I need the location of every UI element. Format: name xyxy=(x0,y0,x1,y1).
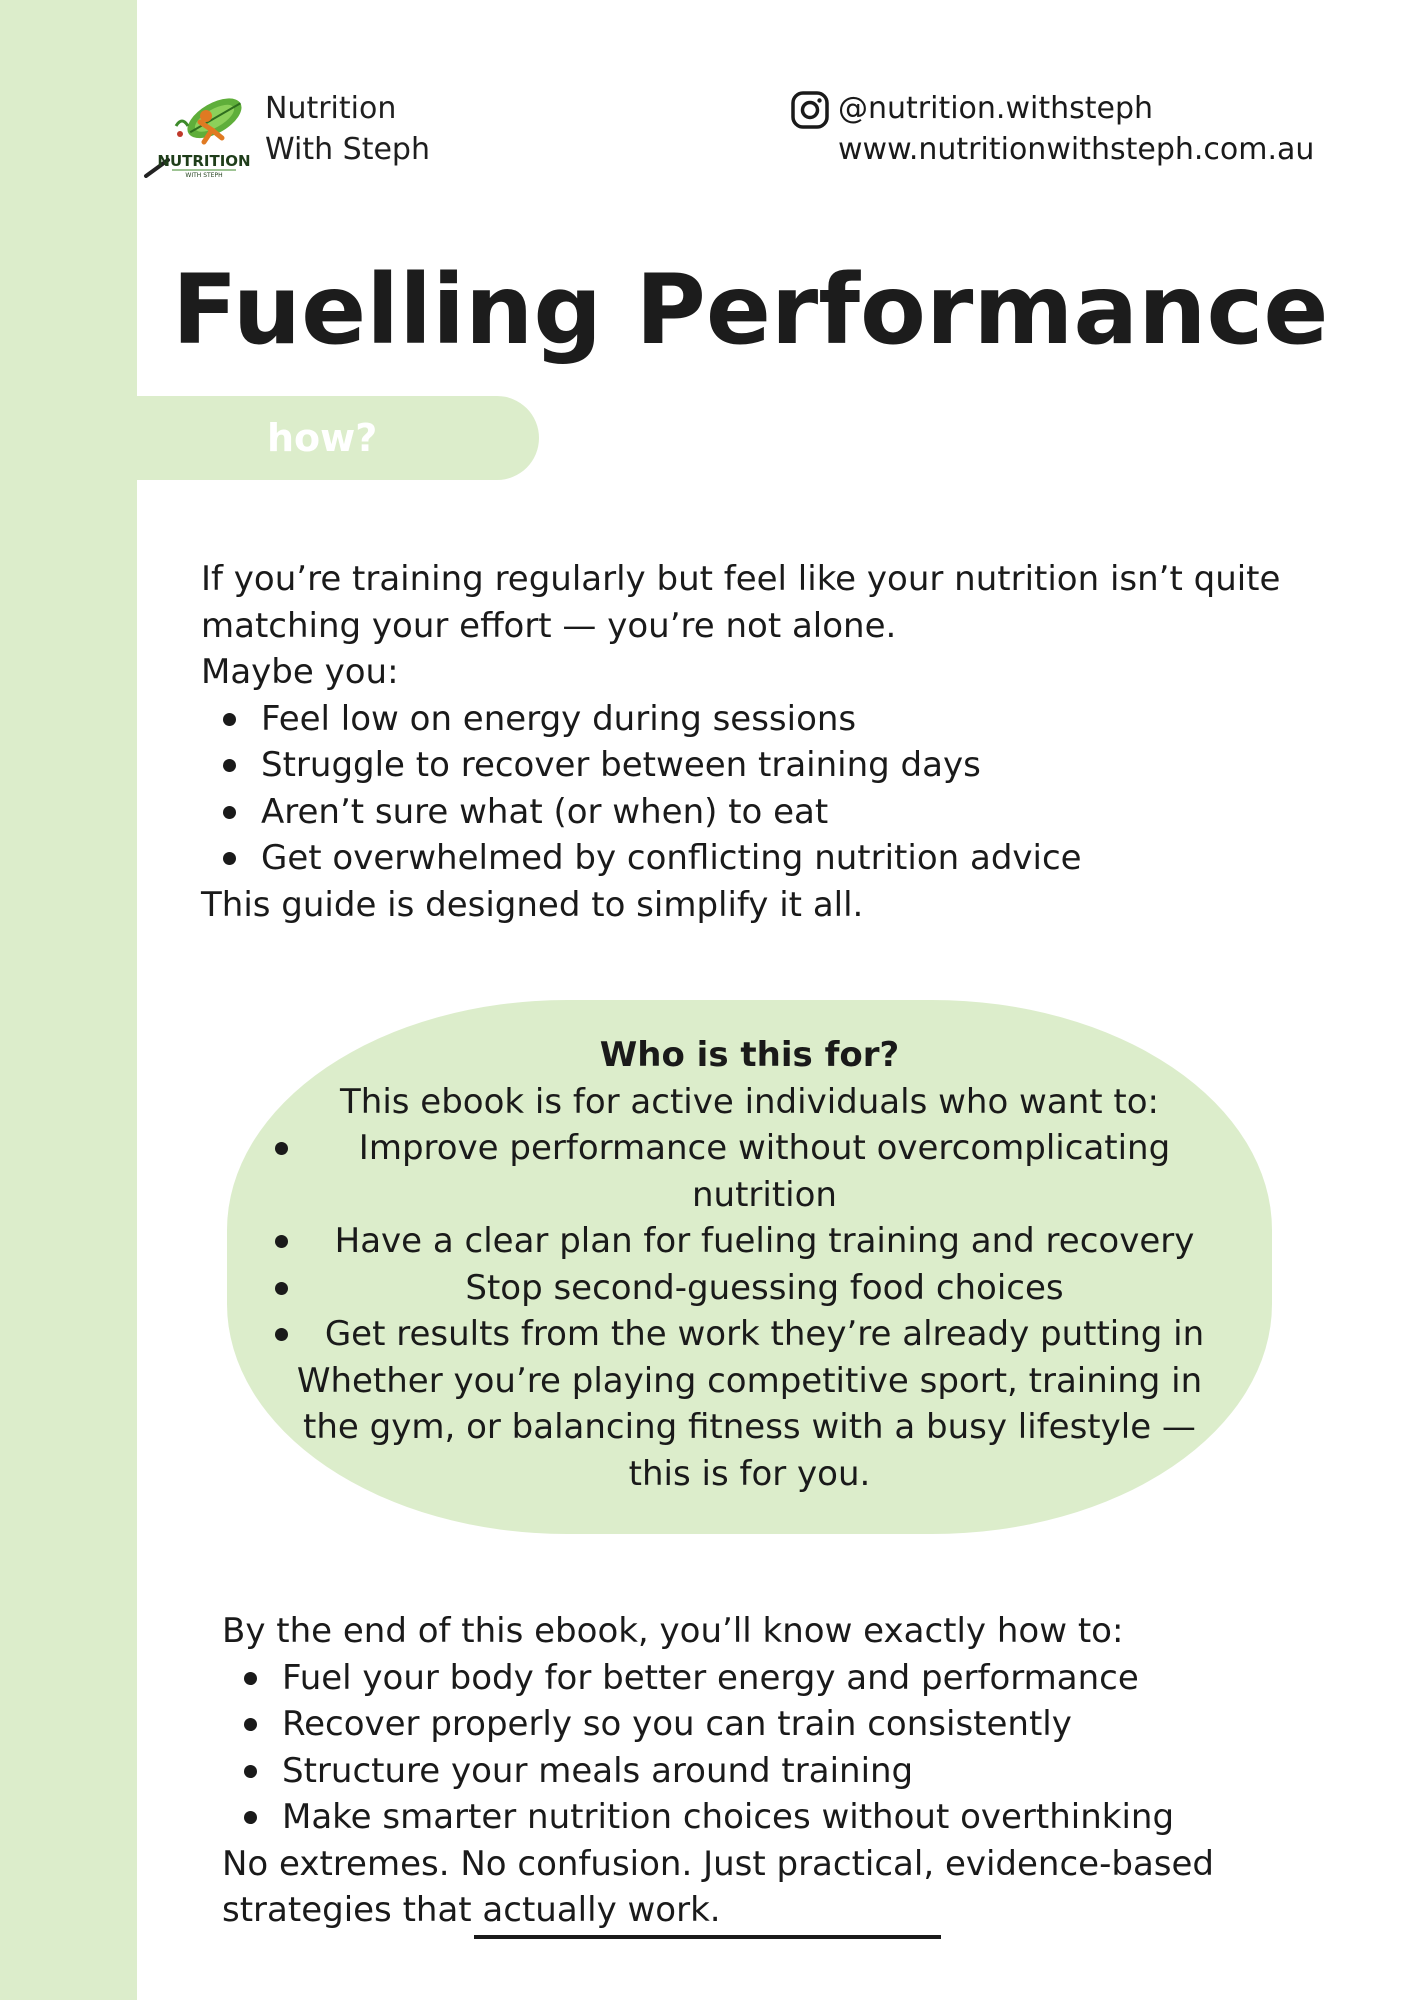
bullet-icon xyxy=(275,1142,288,1155)
list-item: Improve performance without overcomplicating nutrition xyxy=(227,1125,1272,1218)
instagram-handle[interactable]: @nutrition.withsteph xyxy=(838,91,1154,126)
list-item: Struggle to recover between training days xyxy=(201,742,1331,789)
brand-line-2: With Steph xyxy=(265,132,430,167)
intro-section xyxy=(201,556,1331,928)
list-item: Get results from the work they’re already putting in xyxy=(227,1311,1272,1358)
bullet-icon xyxy=(244,1765,257,1778)
bullet-icon xyxy=(223,713,236,726)
page-title: Fuelling Performance xyxy=(172,254,1329,366)
bullet-icon xyxy=(275,1235,288,1248)
outcomes-lead: By the end of this ebook, you’ll know exactly how to: xyxy=(222,1611,1124,1651)
who-lead: This ebook is for active individuals who want to: xyxy=(340,1081,1159,1122)
side-accent-bar xyxy=(0,0,137,2000)
brand-line-1: Nutrition xyxy=(265,91,397,126)
brand-name xyxy=(265,88,430,170)
intro-lead: Maybe you: xyxy=(201,652,399,692)
bullet-icon xyxy=(223,852,236,865)
outcomes-bullet-list xyxy=(222,1655,1352,1841)
instagram-icon[interactable] xyxy=(790,90,830,130)
svg-text:WITH STEPH: WITH STEPH xyxy=(185,172,223,178)
who-closing: Whether you’re playing competitive sport, training in the gym, or balancing fitness with a busy lifestyle — this is for you. xyxy=(296,1360,1203,1494)
intro-bullet-list xyxy=(201,696,1331,882)
bullet-icon xyxy=(275,1328,288,1341)
decorative-underline xyxy=(474,1935,941,1939)
bullet-icon xyxy=(275,1282,288,1295)
bullet-icon xyxy=(223,759,236,772)
bullet-icon xyxy=(223,806,236,819)
bullet-icon xyxy=(244,1718,257,1731)
list-item: Make smarter nutrition choices without overthinking xyxy=(222,1794,1352,1841)
bullet-icon xyxy=(244,1672,257,1685)
list-item: Stop second-guessing food choices xyxy=(227,1265,1272,1312)
who-is-this-for-content xyxy=(227,1032,1272,1497)
intro-closing: This guide is designed to simplify it all. xyxy=(201,884,864,925)
list-item: Aren’t sure what (or when) to eat xyxy=(201,789,1331,836)
intro-paragraph: If you’re training regularly but feel like your nutrition isn’t quite matching your effort — you’re not alone. xyxy=(201,559,1281,646)
svg-text:NUTRITION: NUTRITION xyxy=(157,152,251,170)
list-item: Feel low on energy during sessions xyxy=(201,696,1331,743)
list-item: Get overwhelmed by conflicting nutrition advice xyxy=(201,835,1331,882)
list-item: Have a clear plan for fueling training and recovery xyxy=(227,1218,1272,1265)
list-item: Fuel your body for better energy and performance xyxy=(222,1655,1352,1702)
bullet-icon xyxy=(244,1811,257,1824)
who-heading: Who is this for? xyxy=(599,1035,900,1075)
website-link[interactable]: www.nutritionwithsteph.com.au xyxy=(838,132,1315,167)
who-bullet-list xyxy=(227,1125,1272,1358)
list-item: Recover properly so you can train consistently xyxy=(222,1701,1352,1748)
how-tag-label: how? xyxy=(267,416,378,460)
nutrition-with-steph-logo xyxy=(142,86,264,178)
outcomes-section xyxy=(222,1608,1352,1934)
list-item: Structure your meals around training xyxy=(222,1748,1352,1795)
outcomes-closing: No extremes. No confusion. Just practical, evidence-based strategies that actually work. xyxy=(222,1843,1214,1930)
